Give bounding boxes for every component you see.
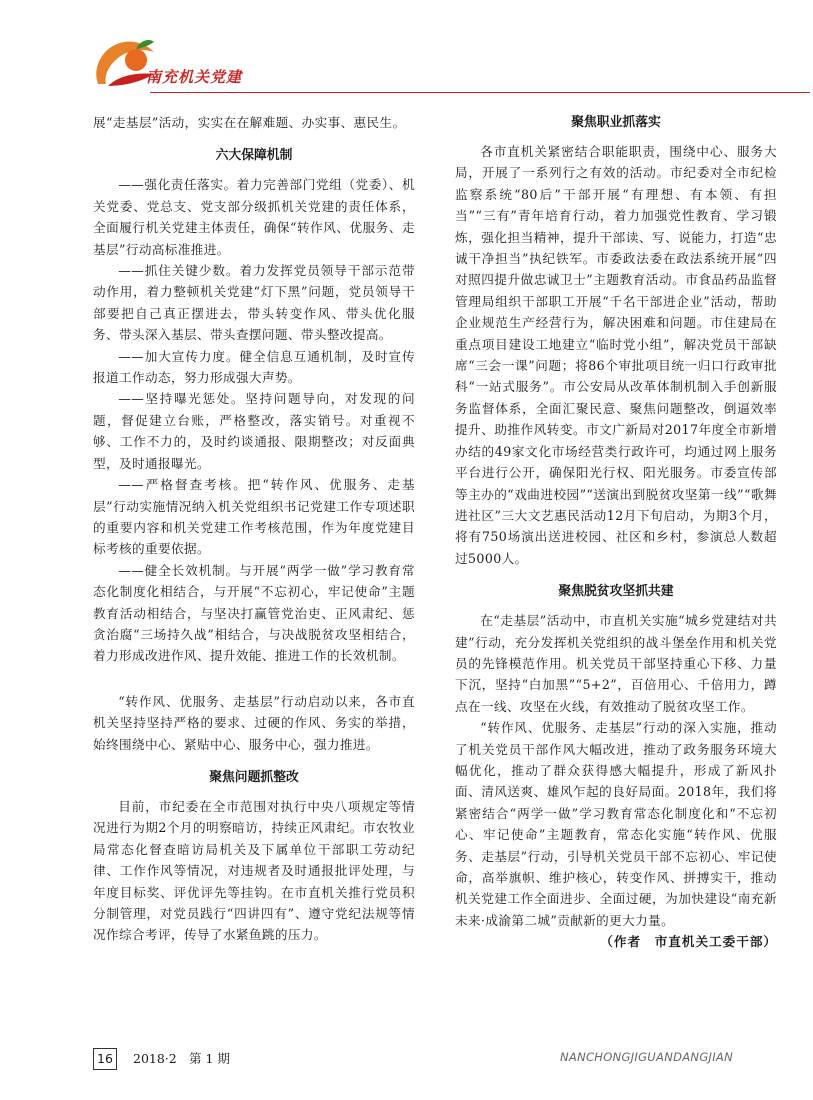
- body-paragraph: “转作风、优服务、走基层”行动启动以来，各市直机关坚持坚持严格的要求、过硬的作风、务实的举措，始终围绕中心、紧贴中心、服务中心，强力推进。: [93, 693, 415, 752]
- issue-number: 第 1 期: [189, 1051, 230, 1066]
- spacer: [93, 166, 415, 174]
- left-column: [93, 112, 415, 946]
- body-paragraph: 各市直机关紧密结合职能职责，围绕中心、服务大局，开展了一系列行之有效的活动。市纪委对全市纪检监察系统“80后”干部开展“有理想、有本领、有担当”“三有”青年培育行动，着力加强党性教育、学习锻炼，强化担当精神，提升干部读、写、说能力，打造“忠诚干净担当”执纪铁军。市委政法委在政法系统开展“四对照四提升做忠诚卫士”主题教育活动。市食品药品监督管理局组织干部职工开展“千名干部进企业”活动，帮助企业规范生产经营行为，解决困难和问题。市住建局在重点项目建设工地建立“临时党小组”，解决党员干部缺席“三会一课”问题；将86个审批项目统一归口行政审批科“一站式服务”。市公安局从改革体制机制入手创新服务监督体系，全面汇聚民意、聚焦问题整改，倒逼效率提升、助推作风转变。市文广新局对2017年度全市新增办结的49家文化市场经营类行政许可，均通过网上服务平台进行公开，确保阳光行权、阳光服务。市委宣传部等主办的“戏曲进校园”“送演出到脱贫攻坚第一线”“歌舞进社区”三大文艺惠民活动12月下旬启动，为期3个月，将有750场演出送进校园、社区和乡村，参演总人数超过5000人。: [455, 144, 777, 566]
- page-number: 16: [93, 1048, 117, 1070]
- body-paragraph: ——强化责任落实。着力完善部门党组（党委）、机关党委、党总支、党支部分级抓机关党建的责任体系，全面履行机关党建主体责任，确保“转作风、优服务、走基层”行动高标准推进。: [93, 177, 415, 257]
- author-credit: （作者 市直机关工委干部）: [600, 934, 777, 950]
- body-paragraph: 展“走基层”活动，实实在在解难题、办实事、惠民生。: [93, 115, 406, 130]
- spacer: [93, 755, 415, 767]
- magazine-name: 南充机关党建: [146, 68, 243, 86]
- header-rule: [150, 92, 810, 93]
- pinyin-title: NANCHONGJIGUANDANGJIAN: [560, 1050, 733, 1064]
- section-heading: 聚焦脱贫攻坚抓共建: [558, 584, 674, 600]
- spacer: [455, 133, 777, 141]
- issue-date: 2018·2: [133, 1051, 177, 1066]
- body-paragraph: ——健全长效机制。与开展“两学一做”学习教育常态化制度化相结合，与开展“不忘初心，牢记使命”主题教育活动相结合，与坚决打赢管党治吏、正风肃纪、惩贪治腐“三场持久战”相结合，与决战脱贫攻坚相结合，着力形成改进作风、提升效能、推进工作的长效机制。: [93, 562, 415, 664]
- spacer: [93, 667, 415, 691]
- section-heading: 聚焦问题抓整改: [209, 769, 299, 785]
- spacer: [455, 602, 777, 610]
- section-heading: 聚焦职业抓落实: [571, 115, 661, 130]
- spacer: [93, 133, 415, 145]
- body-paragraph: “转作风、优服务、走基层”行动的深入实施，推动了机关党员干部作风大幅改进，推动了政务服务环境大幅优化，推动了群众获得感大幅提升，形成了新风扑面、清风送爽、雄风乍起的良好局面。2018年，我们将紧密结合“两学一做”学习教育常态化制度化和“不忘初心、牢记使命”主题教育，常态化实施“转作风、优服务、走基层”行动，引导机关党员干部不忘初心、牢记使命，高举旗帜、维护核心，转变作风、拼搏实干，推动机关党建工作全面进步、全面过硬，为加快建设“南充新未来·成渝第二城”贡献新的更大力量。: [455, 720, 777, 928]
- right-column: [455, 112, 777, 952]
- body-paragraph: ——严格督查考核。把“转作风、优服务、走基层”行动实施情况纳入机关党组织书记党建工作专项述职的重要内容和机关党建工作考核范围，作为年度党建目标考核的重要依据。: [93, 477, 415, 557]
- body-paragraph: 目前，市纪委在全市范围对执行中央八项规定等情况进行为期2个月的明察暗访，持续正风肃纪。市农牧业局常态化督查暗访局机关及下属单位干部职工劳动纪律、工作作风等情况，对违规者及时通报批评处理，与年度目标奖、评优评先等挂钩。在市直机关推行党员积分制管理，对党员践行“四讲四有”、遵守党纪法规等情况作综合考评，传导了水紧鱼跳的压力。: [93, 798, 415, 943]
- page-footer: [93, 1048, 733, 1072]
- body-paragraph: 在“走基层”活动中，市直机关实施“城乡党建结对共建”行动，充分发挥机关党组织的战斗堡垒作用和机关党员的先锋模范作用。机关党员干部坚持重心下移、力量下沉，坚持“白加黑”“5+2”，百倍用心、千倍用力，蹲点在一线、攻坚在火线，有效推动了脱贫攻坚工作。: [455, 613, 777, 714]
- body-paragraph: ——抓住关键少数。着力发挥党员领导干部示范带动作用，着力整顿机关党建“灯下黑”问题，党员领导干部要把自己真正摆进去，带头转变作风、带头优化服务、带头深入基层、带头查摆问题、带头整改提高。: [93, 263, 415, 343]
- section-heading: 六大保障机制: [215, 148, 293, 164]
- spacer: [455, 569, 777, 581]
- spacer: [93, 788, 415, 796]
- body-paragraph: ——坚持曝光惩处。坚持问题导向，对发现的问题，督促建立台账，严格整改，落实销号。对重视不够、工作不力的，及时约谈通报、限期整改；对反面典型，及时通报曝光。: [93, 391, 415, 471]
- body-paragraph: ——加大宣传力度。健全信息互通机制，及时宣传报道工作动态，努力形成强大声势。: [93, 348, 415, 386]
- page-header: [0, 0, 813, 110]
